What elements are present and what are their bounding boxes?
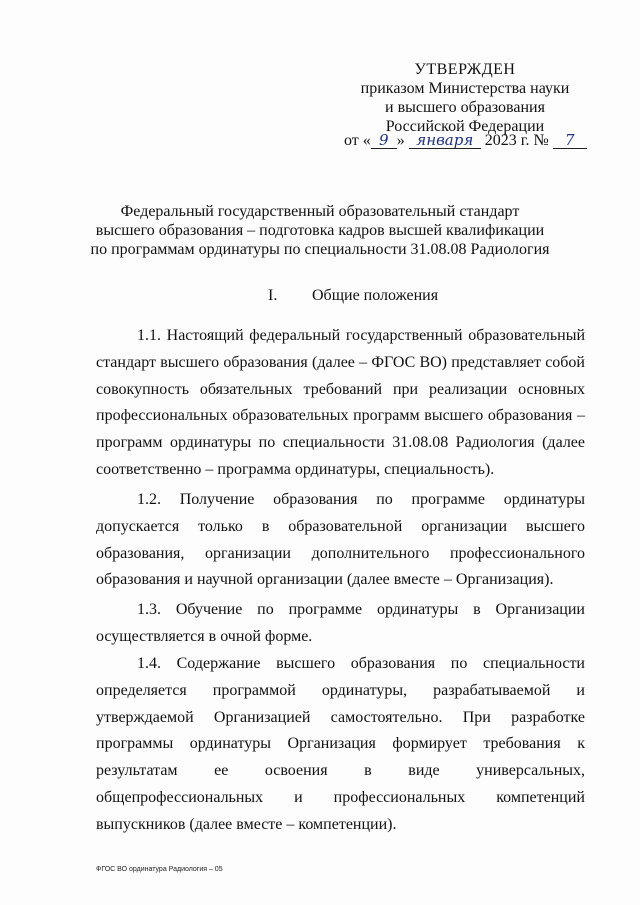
section-title: Общие положения — [312, 287, 439, 304]
approval-line-3: и высшего образования — [385, 99, 545, 116]
paragraph-1-1-text: 1.1. Настоящий федеральный государственный образовательный стандарт высшего образования (далее – ФГОС ВО) представляет собой совокупность обязательных требований при реализации основных профессиональных образовательных программ высшего образования – программ ординатуры по специальности 31.08.08 Радиология (далее соответственно – программа ординатуры, специальность). — [96, 327, 585, 478]
date-day-handwritten: 9 — [371, 132, 397, 149]
approval-date-line — [344, 132, 587, 150]
paragraph-1-1 — [96, 323, 585, 484]
date-year: 2023 г. № — [484, 132, 549, 149]
paragraph-1-4-text: 1.4. Содержание высшего образования по специальности определяется программой ординатуры, разрабатываемой и утверждаемой Организацией самостоятельно. При разработке программы ординатуры Организация формирует требования к результатам ее освоения в виде универсальных, общепрофессиональных и профессиональных компетенций выпускников (далее вместе – компетенции). — [96, 655, 585, 833]
date-prefix: от « — [344, 132, 371, 149]
paragraph-1-3 — [96, 597, 585, 651]
document-title — [80, 202, 560, 259]
title-line-2: высшего образования – подготовка кадров высшей квалификации — [95, 222, 545, 239]
page-footer: ФГОС ВО ординатура Радиология – 05 — [96, 866, 223, 873]
paragraph-1-2-text: 1.2. Получение образования по программе ординатуры допускается только в образовательной организации высшего образования, организации дополнительного профессионального образования и научной организации (далее вместе – Организация). — [96, 491, 585, 589]
approval-stamp — [330, 60, 600, 136]
title-line-1: Федеральный государственный образовательный стандарт — [120, 203, 520, 220]
paragraph-1-2 — [96, 487, 585, 594]
date-close-quote: » — [396, 132, 405, 149]
approval-title: УТВЕРЖДЕН — [414, 61, 516, 78]
approval-line-4: Российской Федерации — [385, 118, 545, 135]
paragraph-1-3-text: 1.3. Обучение по программе ординатуры в Организации осуществляется в очной форме. — [96, 601, 585, 645]
paragraph-1-4 — [96, 651, 585, 839]
approval-line-2: приказом Министерства науки — [360, 80, 570, 97]
date-month-handwritten: января — [409, 132, 481, 149]
order-number-handwritten: 7 — [553, 132, 587, 149]
section-heading — [268, 287, 438, 305]
section-number: I. — [268, 287, 278, 304]
title-line-3: по программам ординатуры по специальности 31.08.08 Радиология — [90, 241, 550, 258]
